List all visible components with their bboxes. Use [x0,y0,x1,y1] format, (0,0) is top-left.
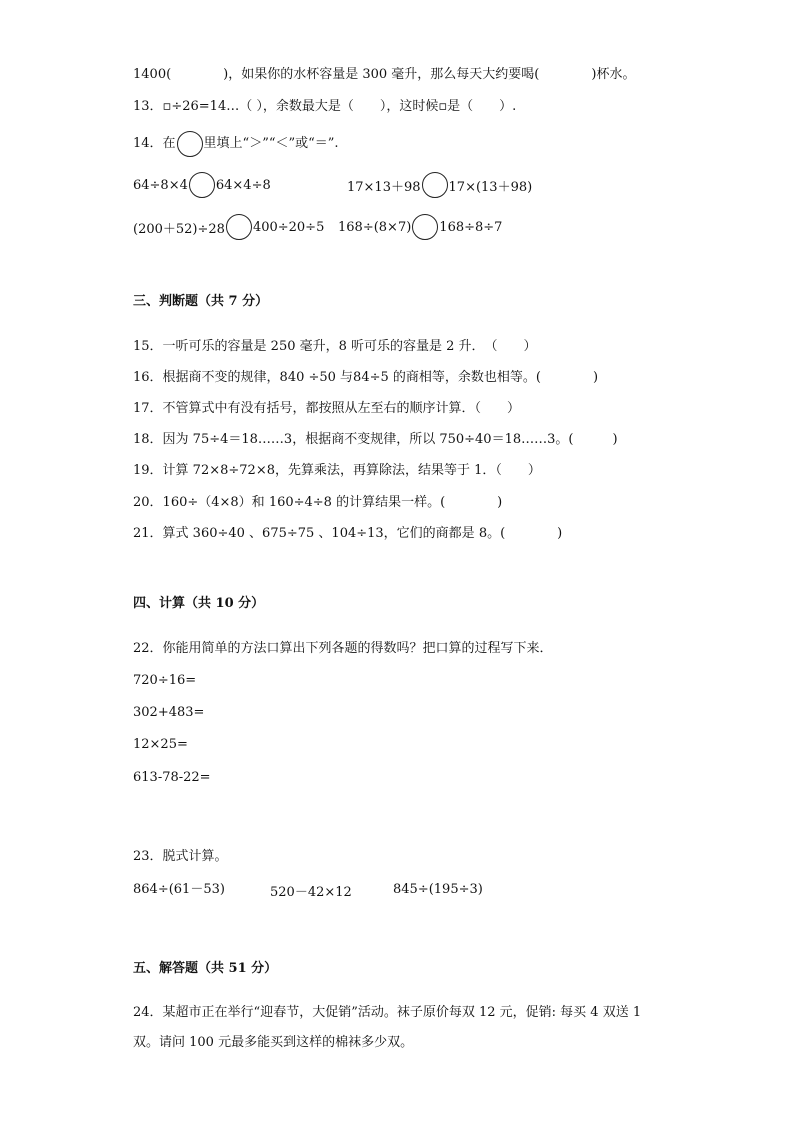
question-14-prompt [133,131,339,157]
compare-circle[interactable] [412,214,438,240]
section-4-title: 四、计算（共 10 分） [133,596,265,611]
section-5-title: 五、解答题（共 51 分） [133,961,278,976]
q22-item-3: 12×25= [133,737,188,752]
q23-item-1: 864÷(61－53) [133,882,225,897]
compare-3-left: (200＋52)÷28 [133,221,225,237]
question-14-prefix: 14．在 [133,136,176,151]
compare-4-right: 168÷8÷7 [439,219,503,235]
q22-item-4: 613-78-22= [133,770,211,785]
question-16: 16．根据商不变的规律，840 ÷50 与84÷5 的商相等，余数也相等。( ) [133,370,599,385]
question-12-continuation: 1400( )，如果你的水杯容量是 300 毫升，那么每天大约要喝( )杯水。 [133,67,636,82]
question-22: 22．你能用简单的方法口算出下列各题的得数吗？把口算的过程写下来． [133,641,553,656]
question-13: 13．▫÷26=14…（ ），余数最大是（ ），这时候▫是（ ）. [133,99,517,114]
compare-4 [338,214,502,240]
blank-circle[interactable] [177,131,203,157]
question-17: 17．不管算式中有没有括号，都按照从左至右的顺序计算．（ ） [133,401,521,416]
question-15: 15．一听可乐的容量是 250 毫升，8 听可乐的容量是 2 升． （ ） [133,339,537,354]
question-20: 20．160÷（4×8）和 160÷4÷8 的计算结果一样。( ) [133,495,503,510]
question-18: 18．因为 75÷4＝18……3，根据商不变规律，所以 750÷40＝18……3。( ) [133,432,618,447]
compare-1-left: 64÷8×4 [133,177,188,193]
compare-2 [347,172,532,198]
compare-circle[interactable] [422,172,448,198]
question-24-line-2: 双。请问 100 元最多能买到这样的棉袜多少双。 [133,1035,414,1050]
compare-1 [133,172,271,198]
compare-3-right: 400÷20÷5 [252,219,325,235]
q23-item-2: 520－42×12 [270,885,352,900]
compare-circle[interactable] [189,172,215,198]
q22-item-2: 302+483= [133,705,205,720]
question-19: 19．计算 72×8÷72×8，先算乘法，再算除法，结果等于 1．（ ） [133,463,541,478]
question-14-suffix: 里填上“＞”“＜”或“＝”. [203,136,339,151]
q23-item-3: 845÷(195÷3) [393,882,483,897]
compare-2-right: 17×(13＋98) [448,179,533,195]
compare-circle[interactable] [226,214,252,240]
compare-3 [133,214,324,240]
compare-2-left: 17×13＋98 [347,179,421,195]
question-24-line-1: 24．某超市正在举行“迎春节，大促销”活动。袜子原价每双 12 元，促销: 每买 4 双送 1 [133,1005,642,1020]
section-3-title: 三、判断题（共 7 分） [133,294,269,309]
question-23: 23．脱式计算。 [133,849,228,864]
question-21: 21．算式 360÷40 、675÷75 、104÷13，它们的商都是 8。( ) [133,526,563,541]
compare-1-right: 64×4÷8 [215,177,271,193]
compare-4-left: 168÷(8×7) [338,219,412,235]
q22-item-1: 720÷16= [133,673,197,688]
